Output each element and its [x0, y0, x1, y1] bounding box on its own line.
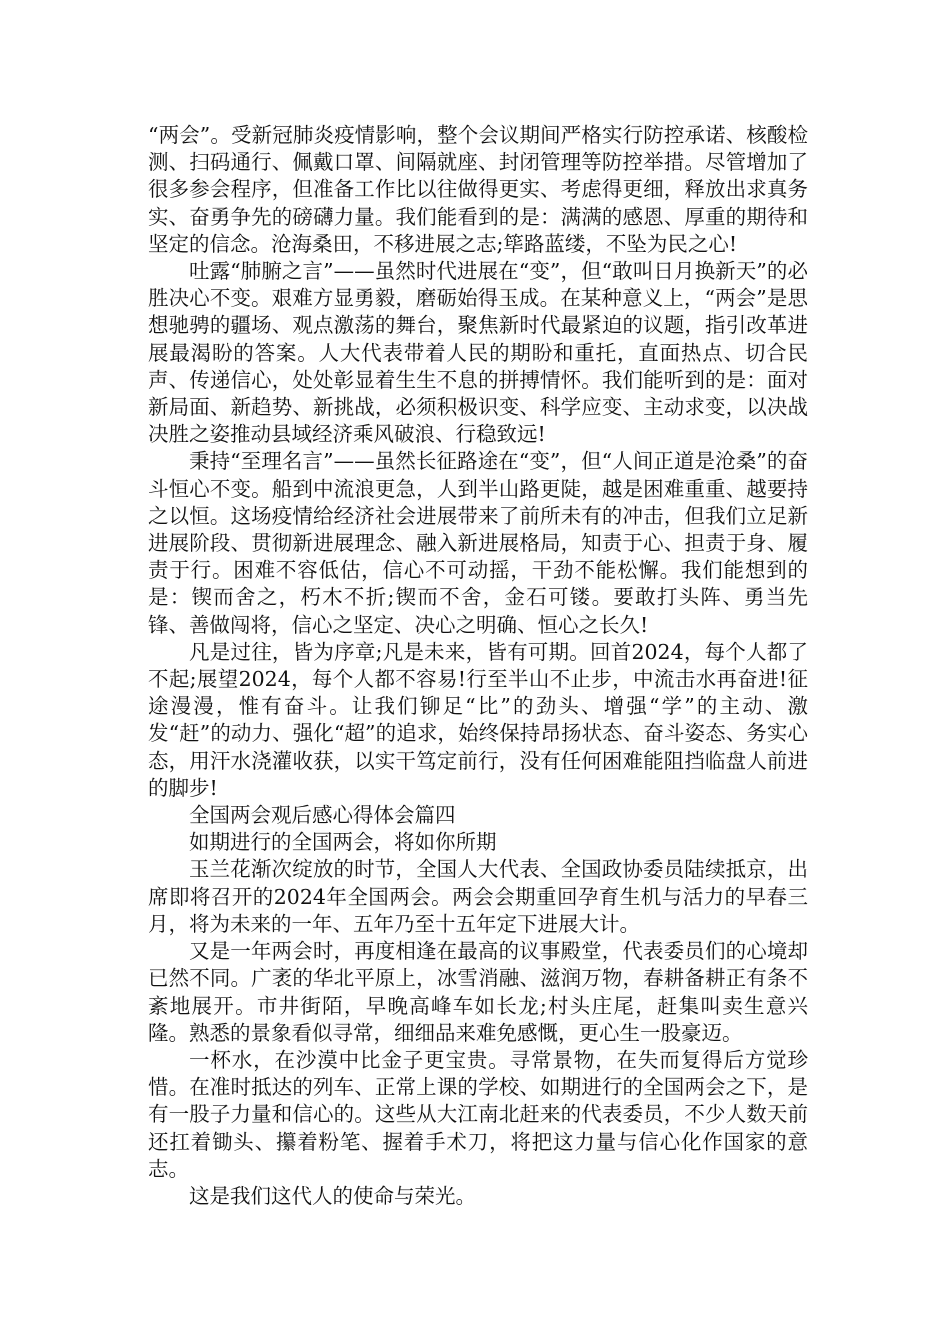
paragraph-shiming: 这是我们这代人的使命与荣光。 — [189, 1183, 476, 1208]
document-body — [148, 122, 808, 1210]
paragraph-zhili: 秉持“至理名言”——虽然长征路途在“变”，但“人间正道是沧桑”的奋斗恒心不变。船到中流浪更急，人到半山路更陡，越是困难重重、越要持之以恒。这场疫情给经济社会进展带来了前所未有的冲击，但我们立足新进展阶段、贯彻新进展理念、融入新进展格局，知责于心、担责于身、履责于行。困难不容低估，信心不可动摇，干劲不能松懈。我们能想到的是：锲而舍之，朽木不折;锲而不舍，金石可镂。要敢打头阵、勇当先锋、善做闯将，信心之坚定、决心之明确、恒心之长久! — [148, 449, 808, 637]
article-title: 如期进行的全国两会，将如你所期 — [189, 830, 497, 855]
paragraph-feifu: 吐露“肺腑之言”——虽然时代进展在“变”，但“敢叫日月换新天”的必胜决心不变。艰难方显勇毅，磨砺始得玉成。在某种意义上，“两会”是思想驰骋的疆场、观点激荡的舞台，聚焦新时代最紧迫的议题，指引改革进展最渴盼的答案。人大代表带着人民的期盼和重托，直面热点、切合民声、传递信心，处处彰显着生生不息的拼搏情怀。我们能听到的是：面对新局面、新趋势、新挑战，必须积极识变、科学应变、主动求变，以决战决胜之姿推动县域经济乘风破浪、行稳致远! — [148, 259, 808, 447]
paragraph-guowang: 凡是过往，皆为序章;凡是未来，皆有可期。回首2024，每个人都了不起;展望2024，每个人都不容易!行至半山不止步，中流击水再奋进!征途漫漫，惟有奋斗。让我们铆足“比”的劲头、增强“学”的主动、激发“赶”的动力、强化“超”的追求，始终保持昂扬状态、奋斗姿态、务实心态，用汗水浇灌收获，以实干笃定前行，没有任何困难能阻挡临盘人前进的脚步! — [148, 639, 808, 800]
paragraph-yulan: 玉兰花渐次绽放的时节，全国人大代表、全国政协委员陆续抵京，出席即将召开的2024年全国两会。两会会期重回孕育生机与活力的早春三月，将为未来的一年、五年乃至十五年定下进展大计。 — [148, 857, 808, 936]
paragraph-yibeishui: 一杯水，在沙漠中比金子更宝贵。寻常景物，在失而复得后方觉珍惜。在准时抵达的列车、正常上课的学校、如期进行的全国两会之下，是有一股子力量和信心的。这些从大江南北赶来的代表委员，不少人数天前还扛着锄头、攥着粉笔、握着手术刀，将把这力量与信心化作国家的意志。 — [148, 1047, 808, 1181]
section-heading: 全国两会观后感心得体会篇四 — [189, 803, 456, 828]
paragraph-continuation: “两会”。受新冠肺炎疫情影响，整个会议期间严格实行防控承诺、核酸检测、扫码通行、佩戴口罩、间隔就座、封闭管理等防控举措。尽管增加了很多参会程序，但准备工作比以往做得更实、考虑得更细，释放出求真务实、奋勇争先的磅礴力量。我们能看到的是：满满的感恩、厚重的期待和坚定的信念。沧海桑田，不移进展之志;筚路蓝缕，不坠为民之心! — [148, 123, 808, 256]
paragraph-lianghui: 又是一年两会时，再度相逢在最高的议事殿堂，代表委员们的心境却已然不同。广袤的华北平原上，冰雪消融、滋润万物，春耕备耕正有条不紊地展开。市井街陌，早晚高峰车如长龙;村头庄尾，赶集叫卖生意兴隆。熟悉的景象看似寻常，细细品来难免感慨，更心生一股豪迈。 — [148, 939, 808, 1045]
